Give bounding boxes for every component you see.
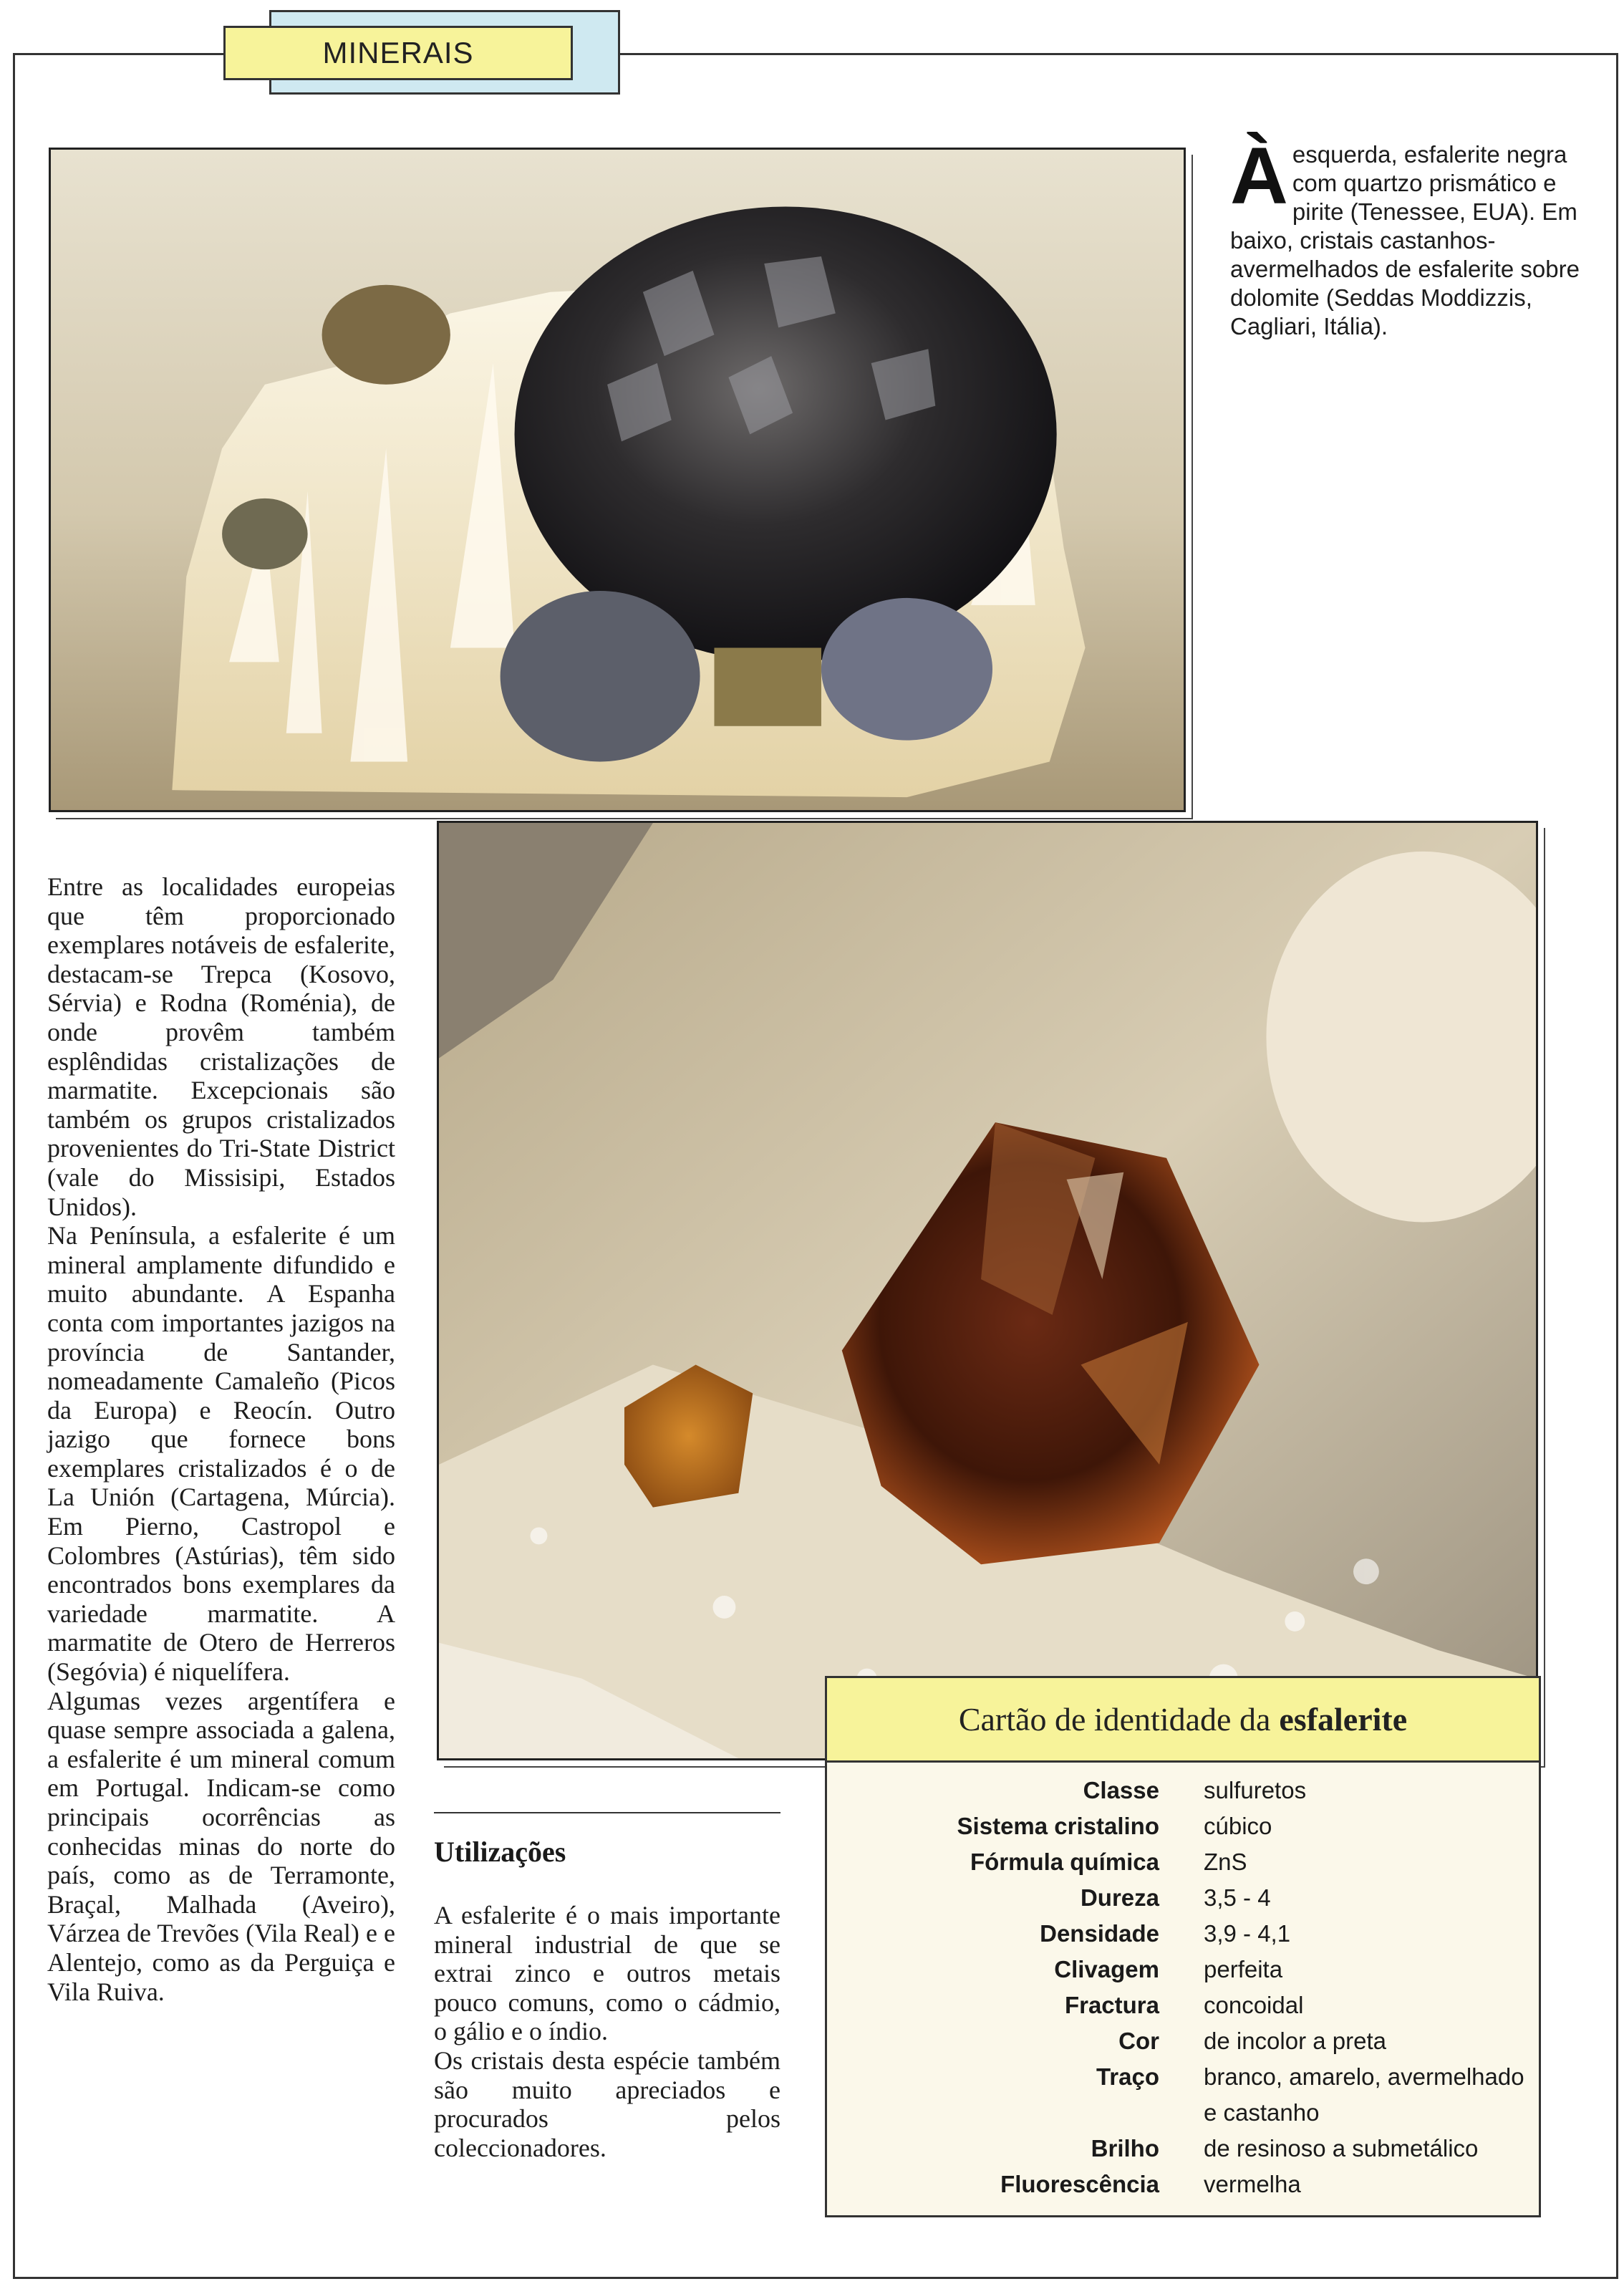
property-value: cúbico: [1204, 1813, 1272, 1839]
property-value: branco, amarelo, avermelhado: [1204, 2063, 1524, 2090]
photo-black-sphalerite: [49, 148, 1186, 812]
uses-heading: Utilizações: [434, 1836, 566, 1868]
identity-card: [825, 1676, 1541, 2217]
caption-text: esquerda, esfalerite negra com quartzo prismático e pirite (Tenessee, EUA). Em baixo, cristais castanhos-avermelhados de esfalerite sobre dolomite (Seddas Moddizzis, Cagliari, Itália).: [1230, 141, 1580, 339]
caption-dropcap: À: [1230, 131, 1288, 221]
property-label: Clivagem: [1054, 1956, 1159, 1982]
left-paragraph-2: Na Península, a esfalerite é um mineral amplamente difundido e muito abundante. A Espanha conta com importantes jazigos na província de Santander, nomeadamente Camaleño (Picos da Europa) e Reocín. Outro jazigo que fornece bons exemplares cristalizados é o de La Unión (Cartagena, Múrcia). Em Pierno, Castropol e Colombres (Astúrias), têm sido encontrados bons exemplares da variedade marmatite. A marmatite de Otero de Herreros (Segóvia) é niquelífera.: [47, 1221, 395, 1687]
property-label: Fractura: [1064, 1992, 1159, 2018]
left-column-text: [47, 872, 395, 2006]
property-label: Fórmula química: [970, 1849, 1159, 1875]
property-label: Cor: [1118, 2028, 1159, 2054]
property-label: Dureza: [1080, 1884, 1159, 1911]
property-row: [827, 2131, 1539, 2167]
uses-paragraph-1: A esfalerite é o mais importante mineral industrial de que se extrai zinco e outros metais pouco comuns, como o cádmio, o gálio e o índio.: [434, 1901, 780, 2046]
property-row: [827, 2023, 1539, 2059]
property-label: Densidade: [1040, 1920, 1159, 1947]
property-row: [827, 2167, 1539, 2202]
identity-card-title-mineral: esfalerite: [1279, 1701, 1408, 1738]
property-row: [827, 1987, 1539, 2023]
uses-paragraph-2: Os cristais desta espécie também são muito apreciados e procurados pelos coleccionadores.: [434, 2045, 780, 2162]
property-row: [827, 1808, 1539, 1844]
property-label: Sistema cristalino: [957, 1813, 1159, 1839]
property-row: [827, 1952, 1539, 1987]
property-row: [827, 1773, 1539, 1808]
identity-card-title-prefix: Cartão de identidade da: [958, 1701, 1271, 1738]
photo-brown-sphalerite: [437, 821, 1538, 1760]
identity-card-rows: [827, 1773, 1539, 2202]
identity-card-title: [827, 1678, 1539, 1763]
section-tab: MINERAIS: [223, 26, 573, 80]
uses-text: [434, 1901, 780, 2162]
left-paragraph-1: Entre as localidades europeias que têm proporcionado exemplares notáveis de esfalerite, destacam-se Trepca (Kosovo, Sérvia) e Rodna (Roménia), de onde provêm também esplêndidas cristalizações de marmatite. Excepcionais são também os grupos cristalizados provenientes do Tri-State District (vale do Missisipi, Estados Unidos).: [47, 872, 395, 1221]
property-row: [827, 1916, 1539, 1952]
property-value: vermelha: [1204, 2171, 1301, 2197]
property-label: Traço: [1096, 2063, 1159, 2090]
property-value: 3,5 - 4: [1204, 1884, 1271, 1911]
property-value: concoidal: [1204, 1992, 1304, 2018]
property-value: de resinoso a submetálico: [1204, 2135, 1479, 2162]
property-label: Classe: [1083, 1777, 1159, 1803]
property-row: [827, 1844, 1539, 1880]
property-row: [827, 2059, 1539, 2095]
property-label: Brilho: [1091, 2135, 1159, 2162]
property-value: de incolor a preta: [1204, 2028, 1386, 2054]
left-paragraph-3: Algumas vezes argentífera e quase sempre associada a galena, a esfalerite é um mineral comum em Portugal. Indicam-se como principais ocorrências as conhecidas minas do norte do país, como as de Terramonte, Braçal, Malhada (Aveiro), Várzea de Trevões (Vila Real) e e Alentejo, como as da Perguiça e Vila Ruiva.: [47, 1686, 395, 2006]
uses-divider: [434, 1812, 780, 1813]
property-row: [827, 1880, 1539, 1916]
property-value: e castanho: [1204, 2099, 1320, 2126]
property-row: [827, 2095, 1539, 2131]
property-value: 3,9 - 4,1: [1204, 1920, 1291, 1947]
property-label: Fluorescência: [1000, 2171, 1159, 2197]
property-value: sulfuretos: [1204, 1777, 1307, 1803]
property-value: perfeita: [1204, 1956, 1283, 1982]
property-value: ZnS: [1204, 1849, 1247, 1875]
photo-caption: [1230, 131, 1595, 341]
